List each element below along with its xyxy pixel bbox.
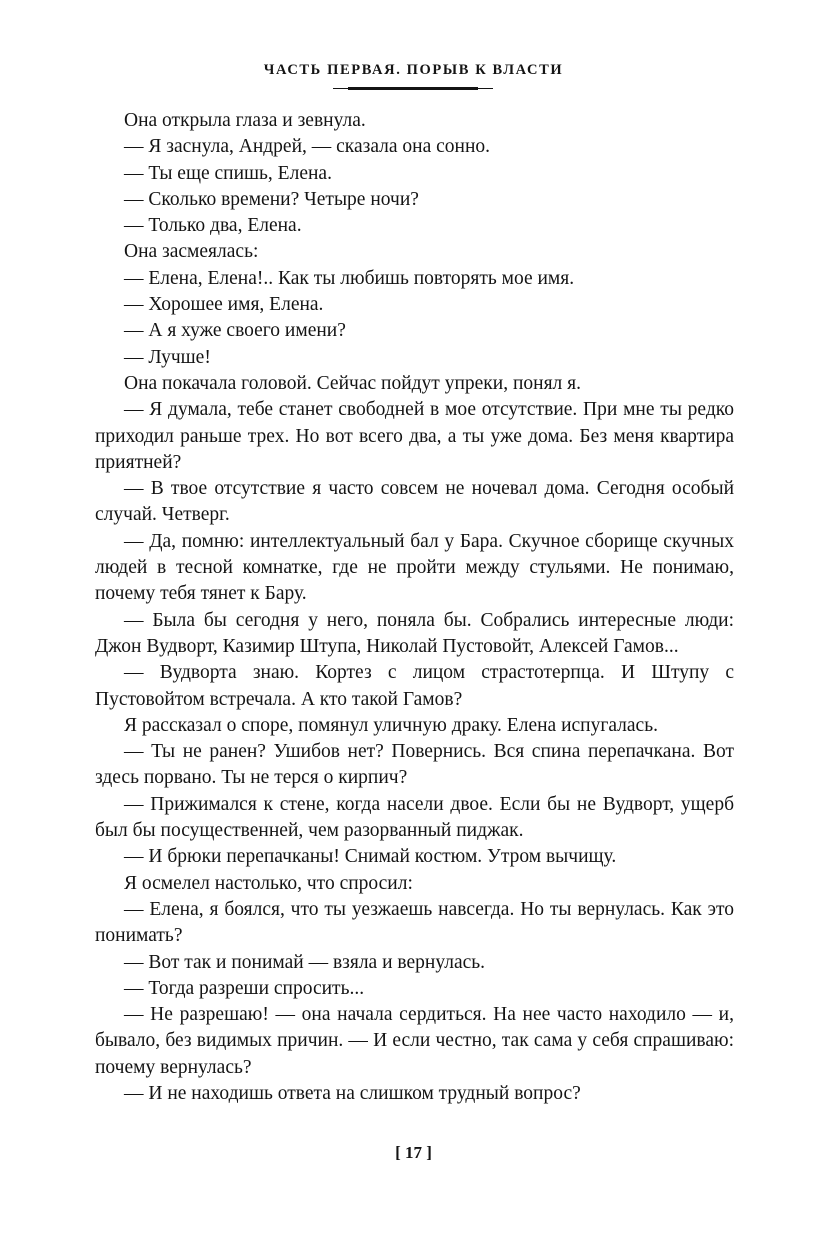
paragraph: — Только два, Елена. — [124, 215, 302, 237]
paragraph: — Сколько времени? Четыре ночи? — [124, 188, 419, 210]
header-rule-left — [333, 88, 348, 89]
paragraph: Она засмеялась: — [124, 241, 259, 263]
paragraph: — Вот так и понимай — взяла и вернулась. — [124, 951, 486, 973]
body-text — [95, 108, 734, 1107]
paragraph: — И не находишь ответа на слишком трудный вопрос? — [124, 1082, 581, 1104]
paragraph: Я осмелел настолько, что спросил: — [124, 872, 413, 894]
paragraph: — И брюки перепачканы! Снимай костюм. Утром вычищу. — [124, 846, 617, 868]
paragraph: Она открыла глаза и зевнула. — [124, 110, 366, 131]
paragraph: — Елена, Елена!.. Как ты любишь повторять мое имя. — [124, 267, 575, 289]
page-number: [ 17 ] — [395, 1143, 432, 1162]
paragraph: — Да, помню: интеллектуальный бал у Бара. Скучное сборище скучных людей в тесной комнатке, где не пройти между стульями. Не понимаю, почему тебя тянет к Бару. — [95, 530, 734, 605]
paragraph: — В твое отсутствие я часто совсем не ночевал дома. Сегодня особый случай. Четверг. — [95, 478, 734, 526]
paragraph: — Вудворта знаю. Кортез с лицом страстотерпца. И Штупу с Пустовойтом встречала. А кто такой Гамов? — [95, 662, 734, 710]
paragraph: — Я заснула, Андрей, — сказала она сонно. — [124, 136, 491, 158]
paragraph: — Елена, я боялся, что ты уезжаешь навсегда. Но ты вернулась. Как это понимать? — [95, 898, 734, 947]
paragraph: — Хорошее имя, Елена. — [124, 294, 324, 316]
paragraph: Она покачала головой. Сейчас пойдут упреки, понял я. — [124, 372, 581, 394]
paragraph: — Лучше! — [124, 346, 211, 368]
paragraph: — А я хуже своего имени? — [124, 320, 346, 342]
header-rule-center — [348, 87, 478, 90]
paragraph: Я рассказал о споре, помянул уличную драку. Елена испугалась. — [124, 714, 658, 736]
paragraph: — Ты не ранен? Ушибов нет? Повернись. Вся спина перепачкана. Вот здесь порвано. Ты не терся о кирпич? — [95, 741, 734, 789]
paragraph: — Я думала, тебе станет свободней в мое отсутствие. При мне ты редко приходил раньше трех. Но вот всего два, а ты уже дома. Без меня квартира приятней? — [95, 399, 734, 473]
paragraph: — Была бы сегодня у него, поняла бы. Собрались интересные люди: Джон Вудворт, Казимир Штупа, Николай Пустовойт, Алексей Гамов... — [95, 609, 734, 657]
paragraph: — Ты еще спишь, Елена. — [124, 162, 332, 184]
paragraph: — Не разрешаю! — она начала сердиться. На нее часто находило — и, бывало, без видимых причин. — И если честно, так сама у себя спрашиваю: почему вернулась? — [95, 1004, 734, 1078]
paragraph: — Прижимался к стене, когда насели двое. Если бы не Вудворт, ущерб был бы посущественней, чем разорванный пиджак. — [95, 793, 734, 842]
header-rule — [333, 87, 493, 90]
running-header: ЧАСТЬ ПЕРВАЯ. ПОРЫВ К ВЛАСТИ — [263, 62, 564, 78]
paragraph: — Тогда разреши спросить... — [124, 977, 365, 999]
header-rule-right — [478, 88, 493, 89]
